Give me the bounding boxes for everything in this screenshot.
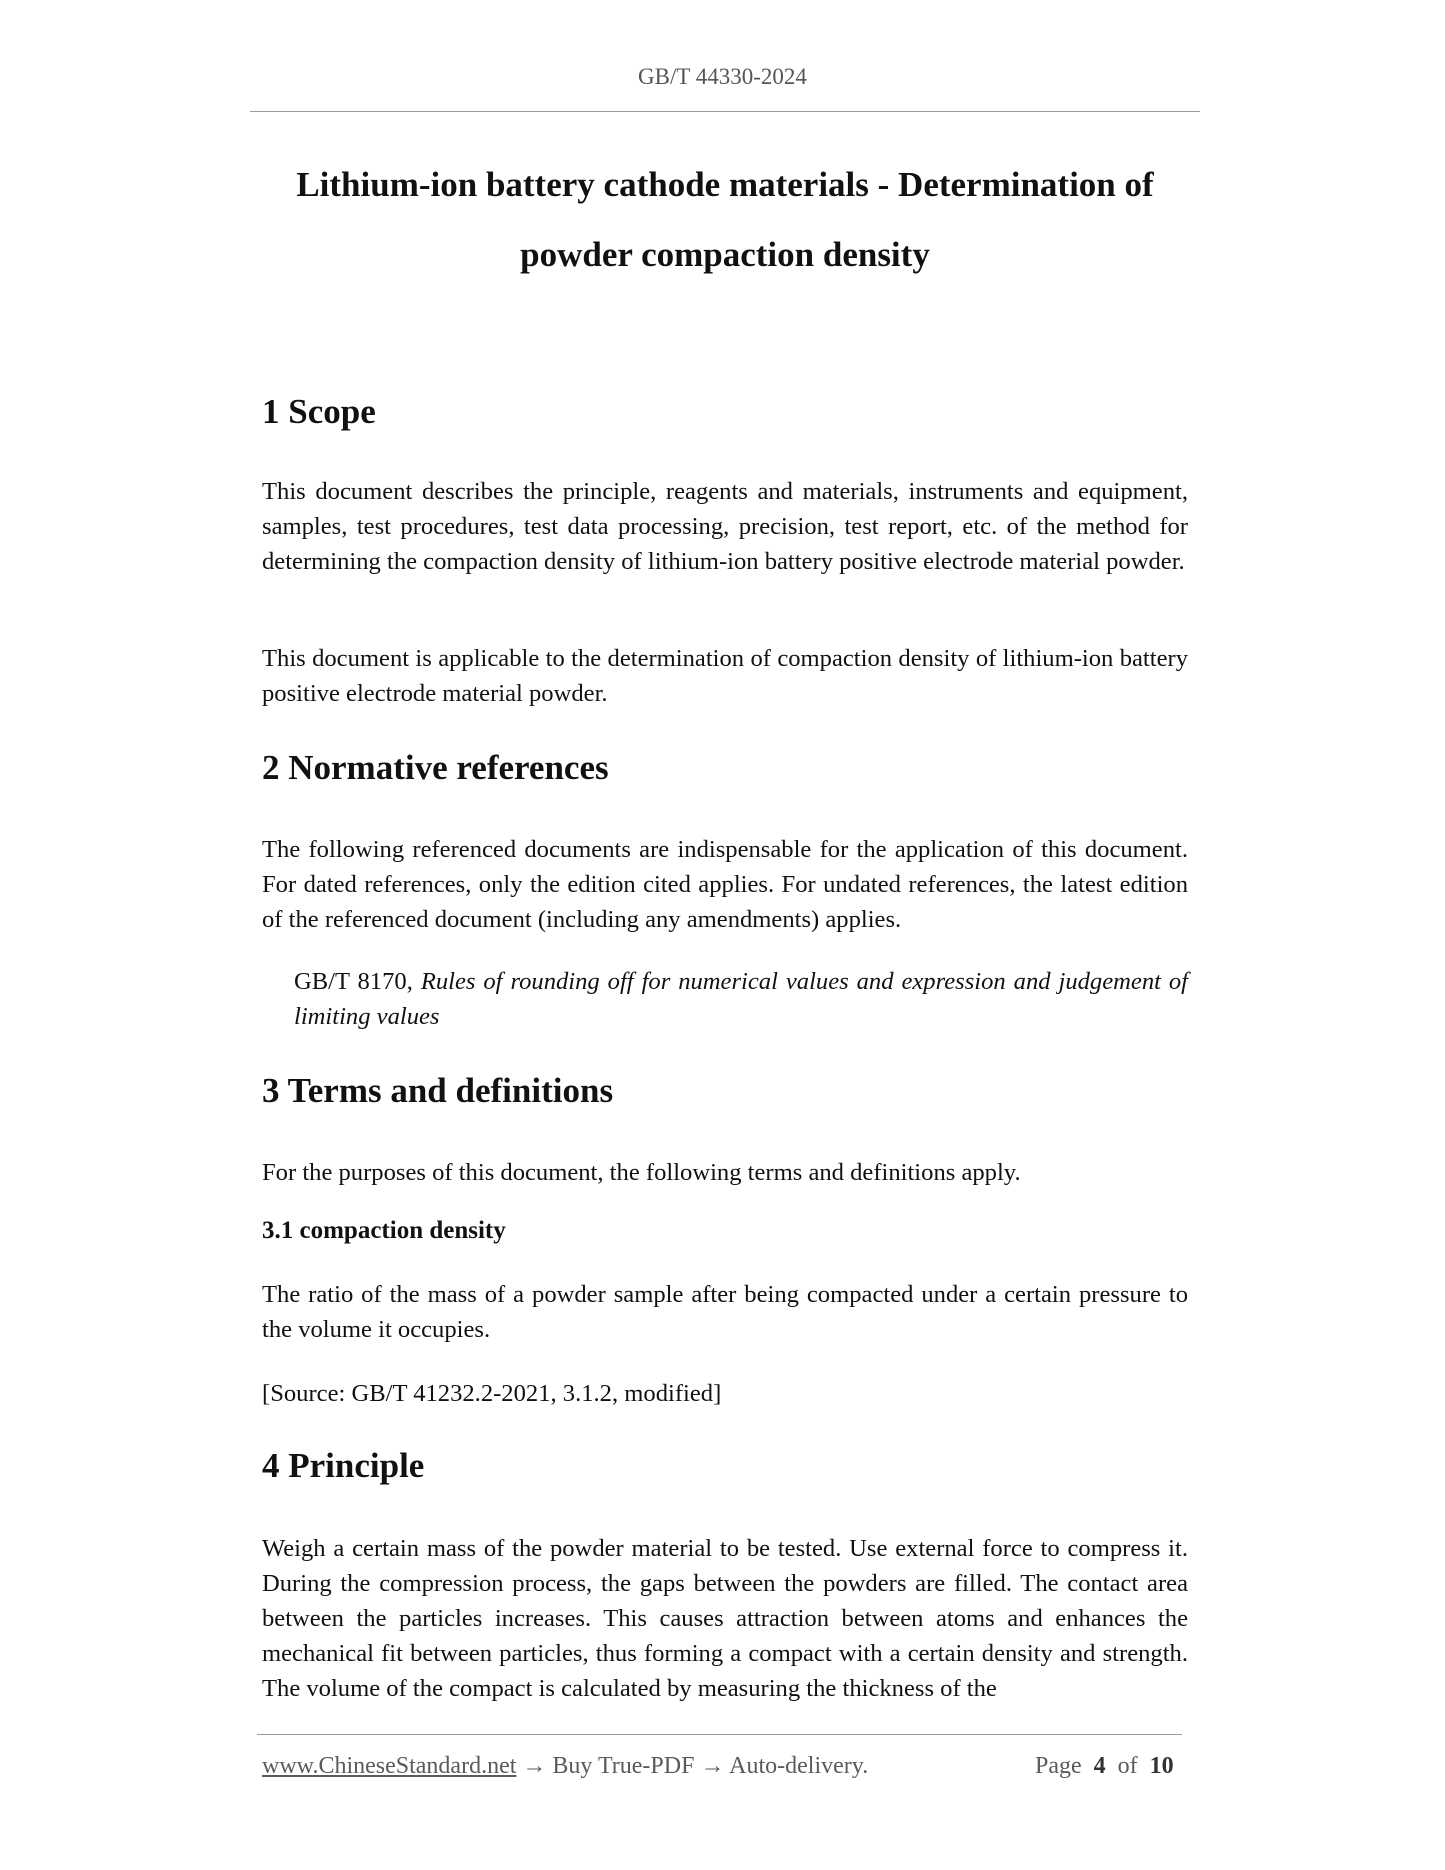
header-doc-code: GB/T 44330-2024 xyxy=(638,64,807,89)
of-label: of xyxy=(1117,1753,1138,1779)
document-title xyxy=(230,150,1220,290)
footer-buy-text: Buy True-PDF xyxy=(552,1753,695,1779)
scope-paragraph-2: This document is applicable to the determination of compaction density of lithium-ion battery positive electrode material powder. xyxy=(262,645,1188,707)
header-divider xyxy=(250,111,1200,112)
footer-divider xyxy=(257,1734,1182,1735)
terms-intro-paragraph: For the purposes of this document, the following terms and definitions apply. xyxy=(262,1159,1021,1186)
normative-paragraph: The following referenced documents are indispensable for the application of this document. For dated references, only the edition cited applies. For undated references, the latest edition of the referenced document (including any amendments) applies. xyxy=(262,836,1188,933)
reference-title: Rules of rounding off for numerical values and expression and judgement of limiting values xyxy=(294,968,1189,1030)
section-heading-principle: 4 Principle xyxy=(262,1446,425,1485)
section-heading-normative-references: 2 Normative references xyxy=(262,748,609,787)
reference-code: GB/T 8170, xyxy=(294,968,413,995)
term-definition: The ratio of the mass of a powder sample after being compacted under a certain pressure to the volume it occupies. xyxy=(262,1281,1188,1343)
footer-delivery-text: Auto-delivery. xyxy=(729,1753,869,1779)
chinese-standard-link[interactable]: www.ChineseStandard.net xyxy=(262,1753,517,1779)
footer-purchase-line xyxy=(262,1753,868,1780)
page-number: 4 xyxy=(1093,1753,1106,1779)
term-heading-compaction-density: 3.1 compaction density xyxy=(262,1217,506,1244)
arrow-right-icon: → xyxy=(522,1753,547,1779)
page-indicator xyxy=(1035,1753,1174,1780)
page-total: 10 xyxy=(1149,1753,1174,1779)
document-title-line-1: Lithium-ion battery cathode materials - Determination of xyxy=(296,165,1154,204)
document-title-line-2: powder compaction density xyxy=(520,235,930,274)
normative-reference-item xyxy=(294,964,1188,1034)
section-heading-scope: 1 Scope xyxy=(262,392,376,431)
term-source: [Source: GB/T 41232.2-2021, 3.1.2, modified] xyxy=(262,1380,722,1407)
scope-paragraph-1: This document describes the principle, reagents and materials, instruments and equipment, samples, test procedures, test data processing, precision, test report, etc. of the method for determining the compaction density of lithium-ion battery positive electrode material powder. xyxy=(262,478,1188,575)
principle-paragraph: Weigh a certain mass of the powder material to be tested. Use external force to compress it. During the compression process, the gaps between the powders are filled. The contact area between the particles increases. This causes attraction between atoms and enhances the mechanical fit between particles, thus forming a compact with a certain density and strength. The volume of the compact is calculated by measuring the thickness of the xyxy=(262,1535,1188,1702)
arrow-right-icon: → xyxy=(700,1753,725,1779)
page-label: Page xyxy=(1035,1753,1082,1779)
section-heading-terms-and-definitions: 3 Terms and definitions xyxy=(262,1071,614,1110)
